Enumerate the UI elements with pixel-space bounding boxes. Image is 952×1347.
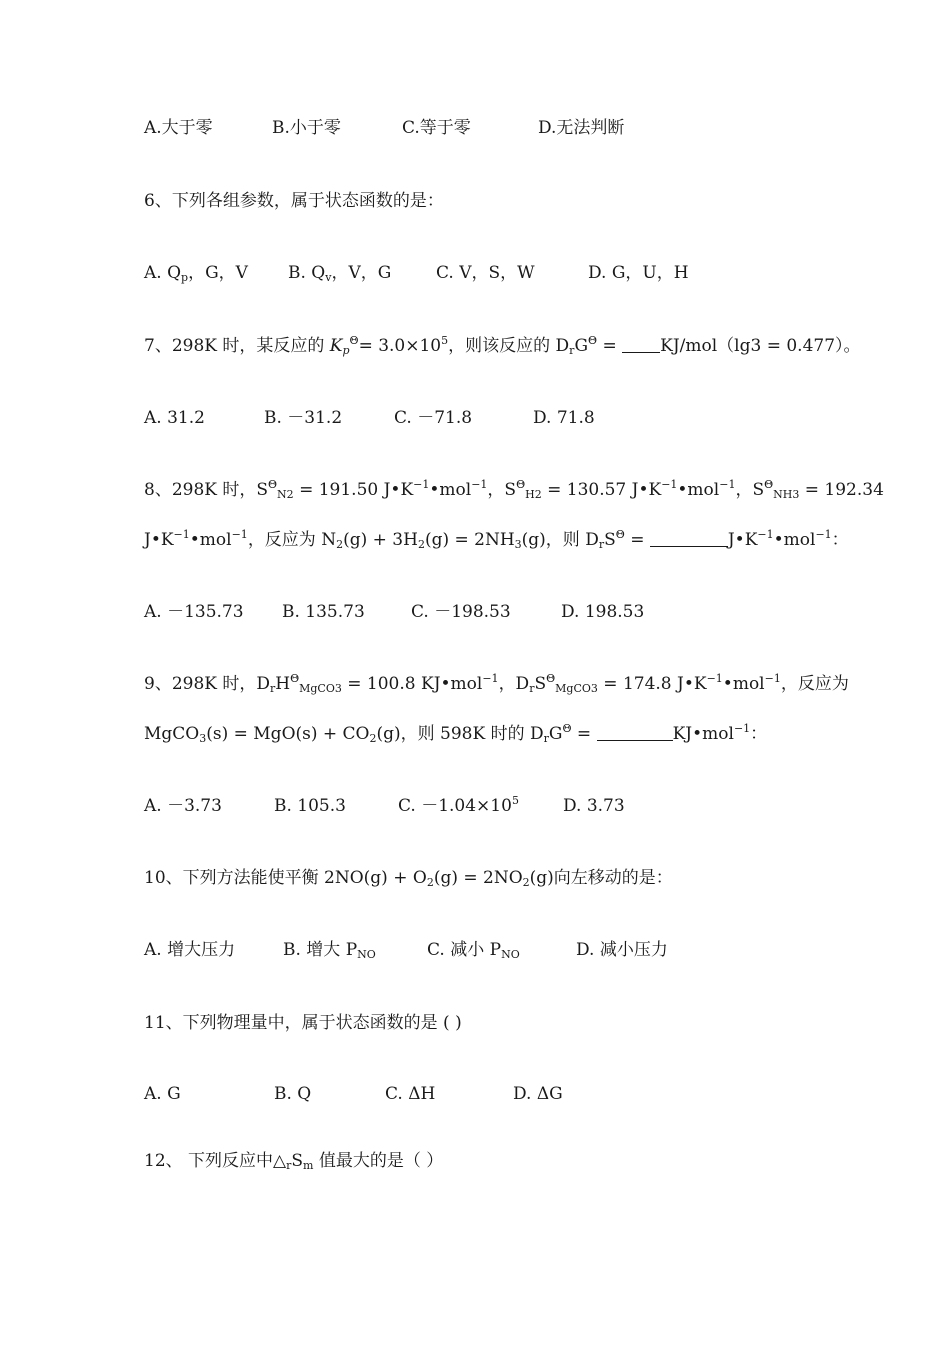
q5-option-d: D.无法判断 [538, 118, 625, 138]
q9-options [144, 794, 625, 818]
q8-option-c: C. －198.53 [411, 602, 511, 622]
q8-option-b: B. 135.73 [282, 602, 365, 622]
q11-option-b: B. Q [274, 1084, 312, 1104]
q5-option-a: A.大于零 [144, 118, 213, 138]
q7-option-c: C. －71.8 [394, 408, 473, 428]
q9-option-d: D. 3.73 [563, 796, 625, 816]
q10-stem: 10、下列方法能使平衡 $2NO(g) + O_2(g) = 2NO_2(g)$向左移动的是： [144, 868, 673, 889]
q5-option-b: B.小于零 [272, 118, 341, 138]
q6-option-a: A. $Q_p$，G，V [144, 263, 248, 284]
q11-option-c: C. ΔH [385, 1084, 436, 1104]
q9-answer-blank [597, 722, 673, 741]
q8-stem-line1: 8、298K 时，$S^\Theta_{N2} = 191.50$ $J•K^{-1}•mol^{-1}$，$S^\Theta_{H2} = 130.57$ $J•K^{-1}•mol^{-1}$，$S^\Theta_{NH3} = 192.34$ [144, 478, 884, 501]
q10-option-d: D. 减小压力 [576, 940, 668, 960]
q10-option-b: B. 增大 $P_{NO}$ [283, 940, 376, 961]
q7-options [144, 406, 595, 430]
q6-stem: 6、下列各组参数，属于状态函数的是： [144, 191, 444, 211]
q7-answer-blank [622, 334, 660, 353]
q12-stem: 12、 下列反应中$\triangle_rS_m$ 值最大的是（ ） [144, 1151, 444, 1172]
q8-option-a: A. －135.73 [144, 602, 244, 622]
q10-option-c: C. 减小 $P_{NO}$ [427, 940, 520, 961]
q9-option-b: B. 105.3 [274, 796, 346, 816]
q6-options [144, 261, 689, 285]
q8-option-d: D. 198.53 [561, 602, 645, 622]
q7-option-d: D. 71.8 [533, 408, 595, 428]
q10-option-a: A. 增大压力 [144, 940, 236, 960]
q11-option-a: A. G [144, 1084, 181, 1104]
q6-option-d: D. G，U，H [588, 263, 689, 283]
q9-stem-line1: 9、298K 时，$D_rH^\Theta_{MgCO3} = 100.8$ KJ•mol$^{-1}$，$D_rS^\Theta_{MgCO3} = 174.8$ $J•K^{-1}•mol^{-1}$，反应为 [144, 672, 849, 695]
q8-answer-blank [650, 528, 728, 547]
q9-stem-line2: MgCO$_3$(s) = $MgO(s) + CO_2(g)$，则 598K 时的 $D_rG^\Theta$ = KJ•mol$^{-1}$： [144, 722, 768, 745]
q6-option-c: C. V，S，W [436, 263, 535, 283]
q11-stem: 11、下列物理量中，属于状态函数的是 ( ) [144, 1013, 462, 1033]
q5-option-c: C.等于零 [402, 118, 471, 138]
q9-option-a: A. －3.73 [144, 796, 222, 816]
q11-options [144, 1082, 563, 1106]
q6-option-b: B. $Q_v$，V，G [288, 263, 392, 284]
q8-stem-line2: $J•K^{-1}•mol^{-1}$，反应为 $N_2(g) + 3H_2(g) = 2NH_3(g)$，则 $D_rS^\Theta$ = $J•K^{-1}•mol^{-1}$： [144, 528, 849, 551]
q11-option-d: D. ΔG [513, 1084, 563, 1104]
q7-stem: 7、298K 时，某反应的 $K_p^\Theta= 3.0\times 10^5$，则该反应的 $D_rG^\Theta = KJ/mol(\lg 3 = 0.477)$。 [144, 334, 861, 357]
q9-option-c: C. $-1.04\times 10^5$ [398, 794, 519, 816]
q5-options [144, 116, 624, 140]
q10-options [144, 938, 668, 962]
q7-option-b: B. －31.2 [264, 408, 343, 428]
q7-option-a: A. 31.2 [144, 408, 205, 428]
q8-options [144, 600, 644, 624]
